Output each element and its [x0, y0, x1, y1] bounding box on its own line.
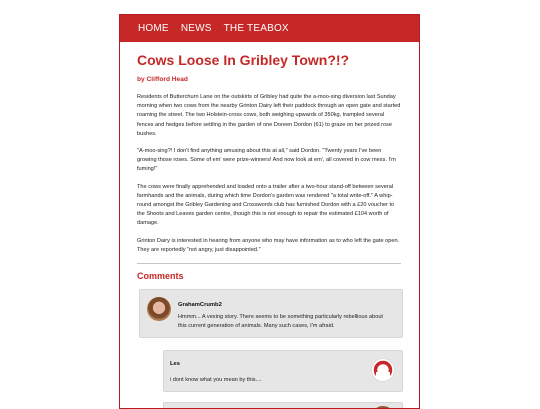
article-paragraph: Residents of Butterchurn Lane on the outskirts of Gribley had quite the a-moo-sing diversion last Sunday morning when two cows from the nearby Grinton Dairy left their paddock through an open gate and started roaming the street. The two Holstein-cross cows, both weighing upwards of 350kg, trampled several fences and hedges before settling in the garden of one Doreen Dordon (61) to graze on her prized rose bushes.: [137, 94, 401, 137]
article-title: Cows Loose In Gribley Town?!?: [137, 52, 350, 68]
comment-card: [139, 289, 403, 338]
top-navbar: [120, 15, 419, 42]
article-content: [120, 42, 419, 409]
comment-author[interactable]: GrahamCrumb2: [178, 302, 222, 309]
avatar-ring-icon: [372, 359, 394, 381]
comment-reply-card: [163, 350, 403, 392]
avatar[interactable]: [147, 297, 171, 321]
comment-reply-card: [163, 402, 403, 409]
avatar[interactable]: [371, 358, 395, 382]
nav-teabox-link[interactable]: THE TEABOX: [223, 23, 289, 34]
nav-home-link[interactable]: HOME: [138, 23, 169, 34]
nav-news-link[interactable]: NEWS: [180, 23, 212, 34]
page-frame: [119, 14, 420, 409]
comment-body: i dont know what you mean by this....: [170, 377, 262, 384]
article-byline: by Clifford Head: [137, 76, 188, 83]
comments-heading: Comments: [137, 271, 184, 282]
article-paragraph: Grinton Dairy is interested in hearing from anyone who may have information as to who left the gate open. They are reportedly "not angry, just disappointed.": [137, 237, 400, 253]
comment-author[interactable]: Les: [170, 361, 180, 368]
article-paragraph: "A-moo-sing?! I don't find anything amusing about this at all," said Dordon. "Twenty years I've been growing those roses. Some of em' were prize-winners! And now look at em', all covered in cow mess. I'm fuming!": [137, 148, 396, 173]
article-paragraph: The cows were finally apprehended and loaded onto a trailer after a two-hour stand-off between several farmhands and the animals, during which time Dordon's garden was rendered "a total write-off." A whip-round amongst the Gribley Gardening and Crosswords club has furnished Dordon with a £20 voucher to the Shoots and Leaves garden centre, though this is not enough to repair the estimated £104 worth of damage.: [137, 183, 395, 227]
section-divider: [137, 263, 401, 264]
comment-body: Hmmm... A vexing story. There seems to be something particularly rebellious about this current generation of animals. Many such cases, I'm afraid.: [178, 314, 383, 330]
